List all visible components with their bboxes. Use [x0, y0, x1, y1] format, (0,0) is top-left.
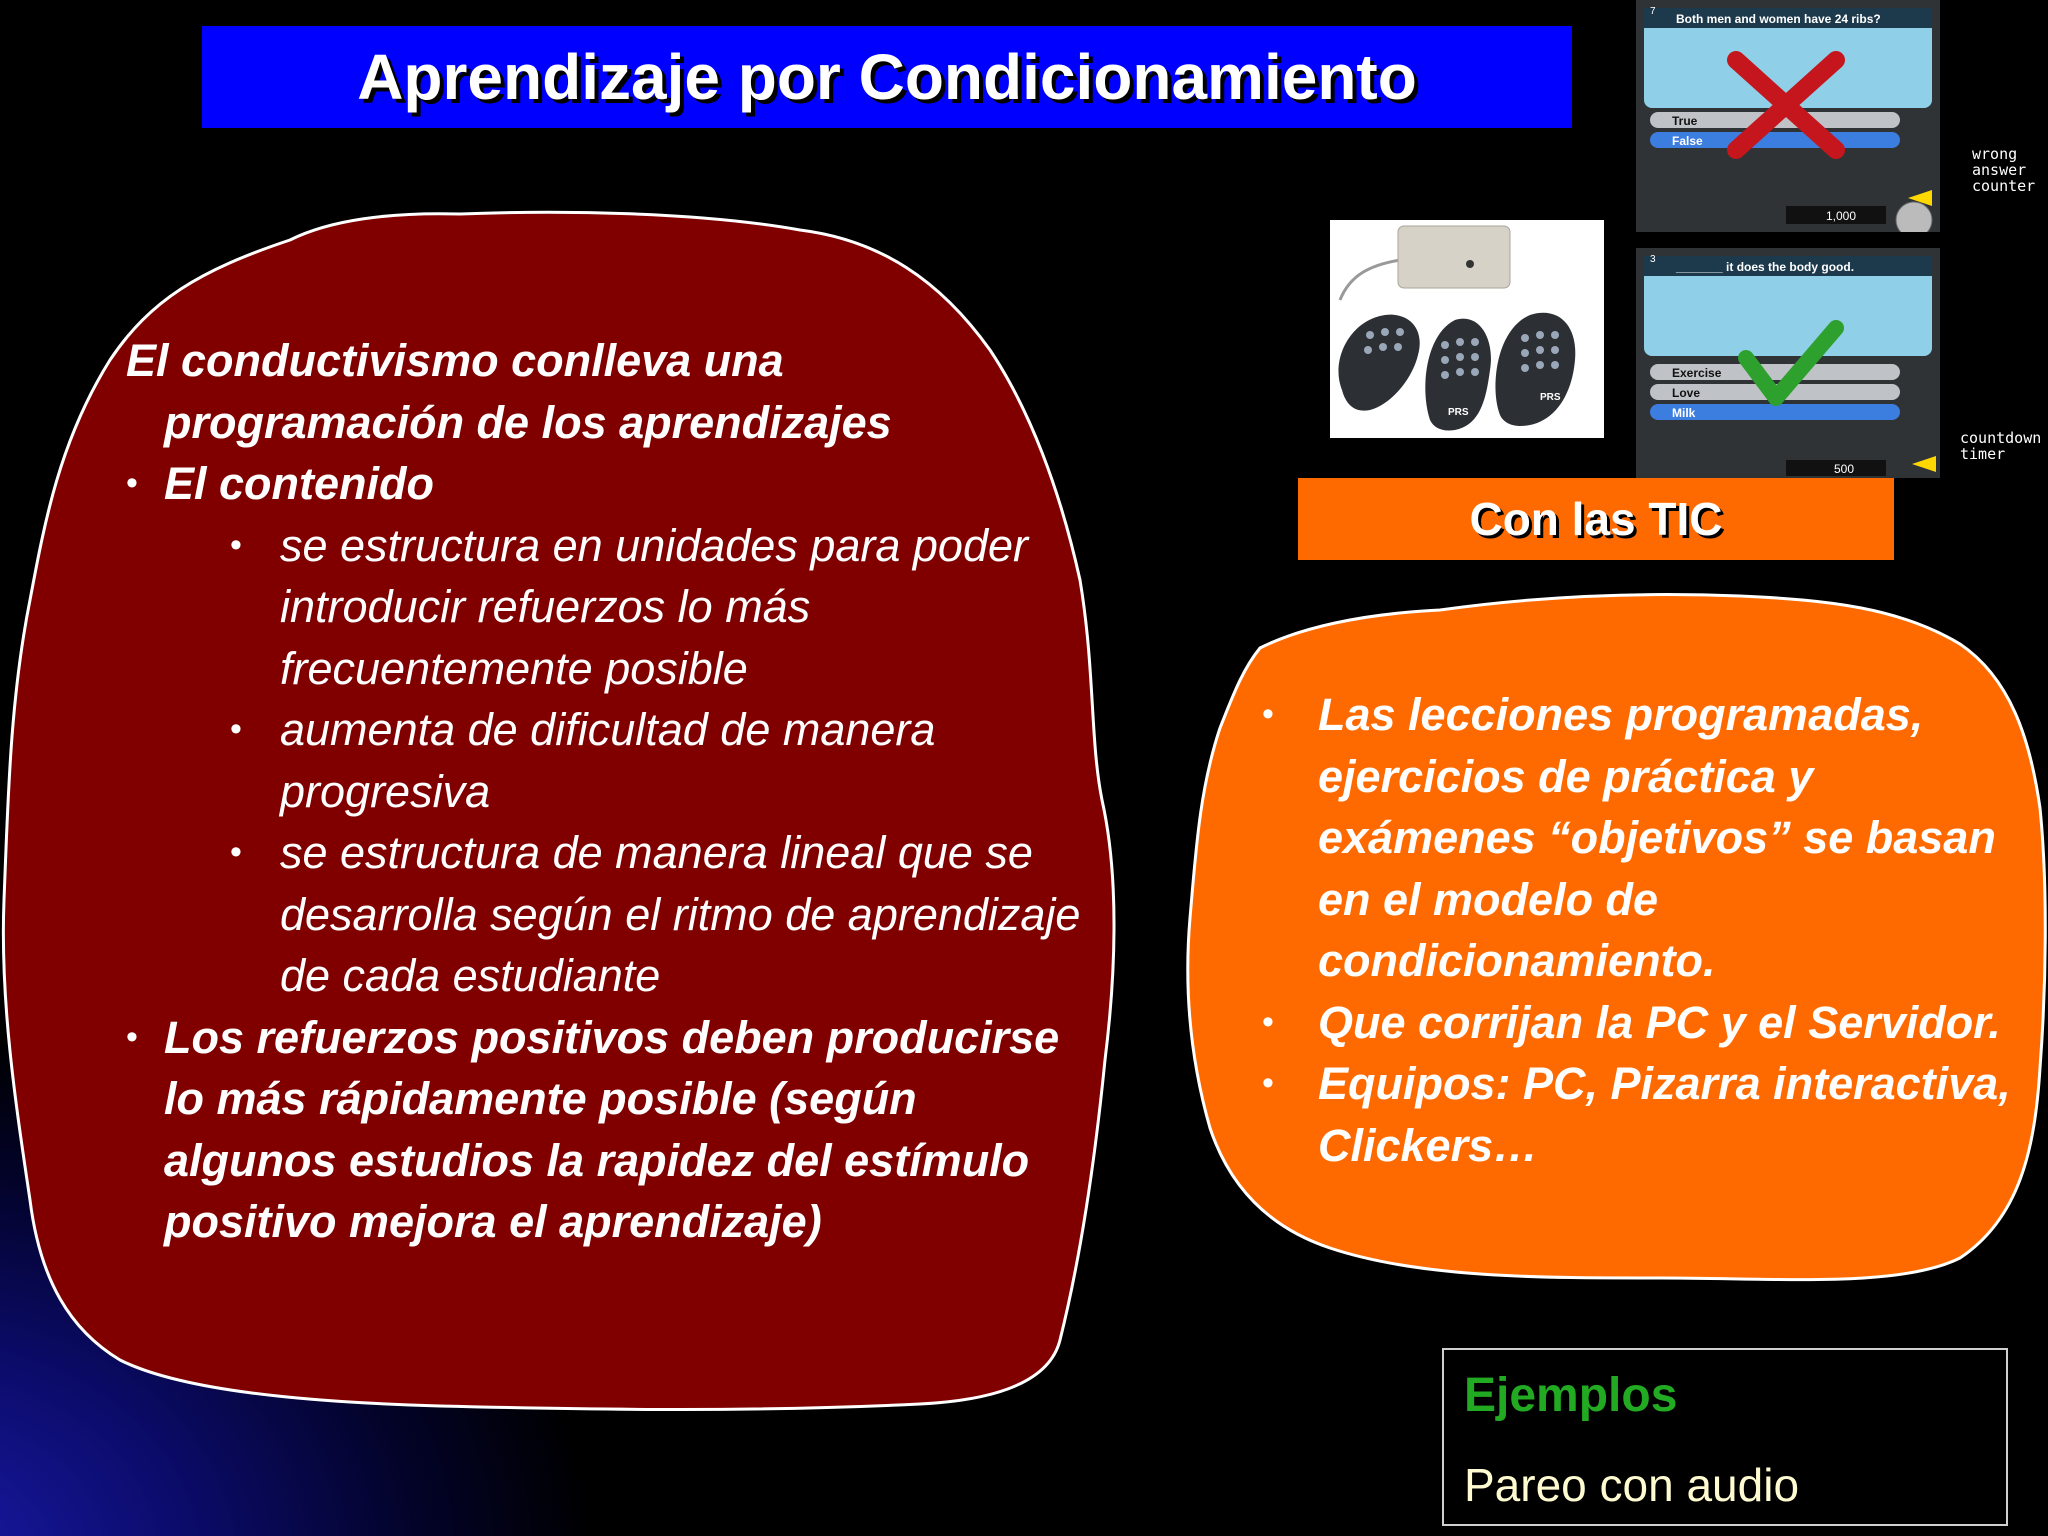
- quiz-score: 1,000: [1826, 209, 1857, 223]
- brand-label: PRS: [1448, 407, 1469, 418]
- list-item-text: Los refuerzos positivos deben producirse lo más rápidamente posible (según algunos estudios la rapidez del estímulo positivo mejora el aprendizaje): [164, 1011, 1060, 1247]
- list-item-text: El contenido: [164, 458, 434, 509]
- list-item-text: Equipos: PC, Pizarra interactiva, Clickers…: [1318, 1058, 2011, 1171]
- tic-banner: [1298, 478, 1894, 560]
- list-item: [126, 699, 1086, 822]
- bullet: •: [1262, 695, 1274, 733]
- clickers-photo: [1330, 220, 1604, 438]
- quiz-number: 7: [1650, 6, 1656, 17]
- list-item: [1262, 1053, 2022, 1176]
- quiz-option: Love: [1672, 386, 1701, 400]
- list-item: [126, 1007, 1086, 1253]
- bullet: •: [1262, 1064, 1274, 1102]
- bullet: •: [1262, 1002, 1274, 1041]
- left-list: [126, 453, 1086, 1253]
- quiz-option: Exercise: [1672, 366, 1722, 380]
- bullet: •: [230, 710, 242, 748]
- slide-title: Aprendizaje por Condicionamiento: [357, 41, 1417, 113]
- list-item-text: se estructura de manera lineal que se desarrolla según el ritmo de aprendizaje de cada estudiante: [280, 827, 1081, 1001]
- quiz-question: _______ it does the body good.: [1676, 260, 1855, 274]
- quiz-option: False: [1672, 134, 1703, 148]
- bullet: •: [126, 464, 138, 502]
- right-callout-text: [1262, 684, 2022, 1176]
- annotation-countdown-timer: countdown timer: [1960, 429, 2042, 463]
- left-callout-text: [126, 330, 1086, 1253]
- list-item-text: Que corrijan la PC y el Servidor.: [1318, 996, 2001, 1048]
- lead-text: El conductivismo conlleva una programación de los aprendizajes: [126, 335, 892, 448]
- remote-right: [1495, 313, 1575, 426]
- remote-left: [1339, 315, 1420, 411]
- bullet: •: [126, 1017, 138, 1056]
- list-item-text: se estructura en unidades para poder introducir refuerzos lo más frecuentemente posible: [280, 519, 1028, 694]
- quiz-correct-illustration: [1636, 248, 1940, 478]
- examples-link-pareo-con-audio[interactable]: Pareo con audio: [1464, 1459, 1800, 1511]
- list-item: [126, 453, 1086, 515]
- bullet: •: [230, 833, 242, 871]
- title-banner: [202, 26, 1572, 128]
- quiz-screenshot-correct: [1636, 248, 1940, 478]
- list-item-text: Las lecciones programadas, ejercicios de práctica y exámenes “objetivos” se basan en el modelo de condicionamiento.: [1318, 689, 1996, 986]
- quiz-score: 500: [1834, 462, 1855, 476]
- quiz-wrong-illustration: [1636, 0, 1940, 232]
- list-item-text: aumenta de dificultad de manera progresiva: [280, 704, 936, 817]
- list-item: [1262, 684, 2022, 992]
- list-item: [1262, 992, 2022, 1054]
- quiz-option: True: [1672, 114, 1698, 128]
- examples-box: [1442, 1348, 2008, 1526]
- quiz-option: Milk: [1672, 406, 1696, 420]
- list-item: [126, 822, 1086, 1007]
- brand-label: PRS: [1540, 392, 1561, 403]
- tic-label: Con las TIC: [1469, 493, 1723, 545]
- annotation-wrong-counter: wrong answer counter: [1972, 145, 2036, 195]
- right-list: [1262, 684, 2022, 1176]
- list-item: [126, 515, 1086, 700]
- clickers-illustration: [1330, 220, 1604, 438]
- quiz-number: 3: [1650, 254, 1656, 265]
- quiz-screenshot-wrong: [1636, 0, 1940, 232]
- bullet: •: [230, 525, 242, 564]
- quiz-question: Both men and women have 24 ribs?: [1676, 12, 1881, 26]
- examples-heading: Ejemplos: [1464, 1369, 1678, 1422]
